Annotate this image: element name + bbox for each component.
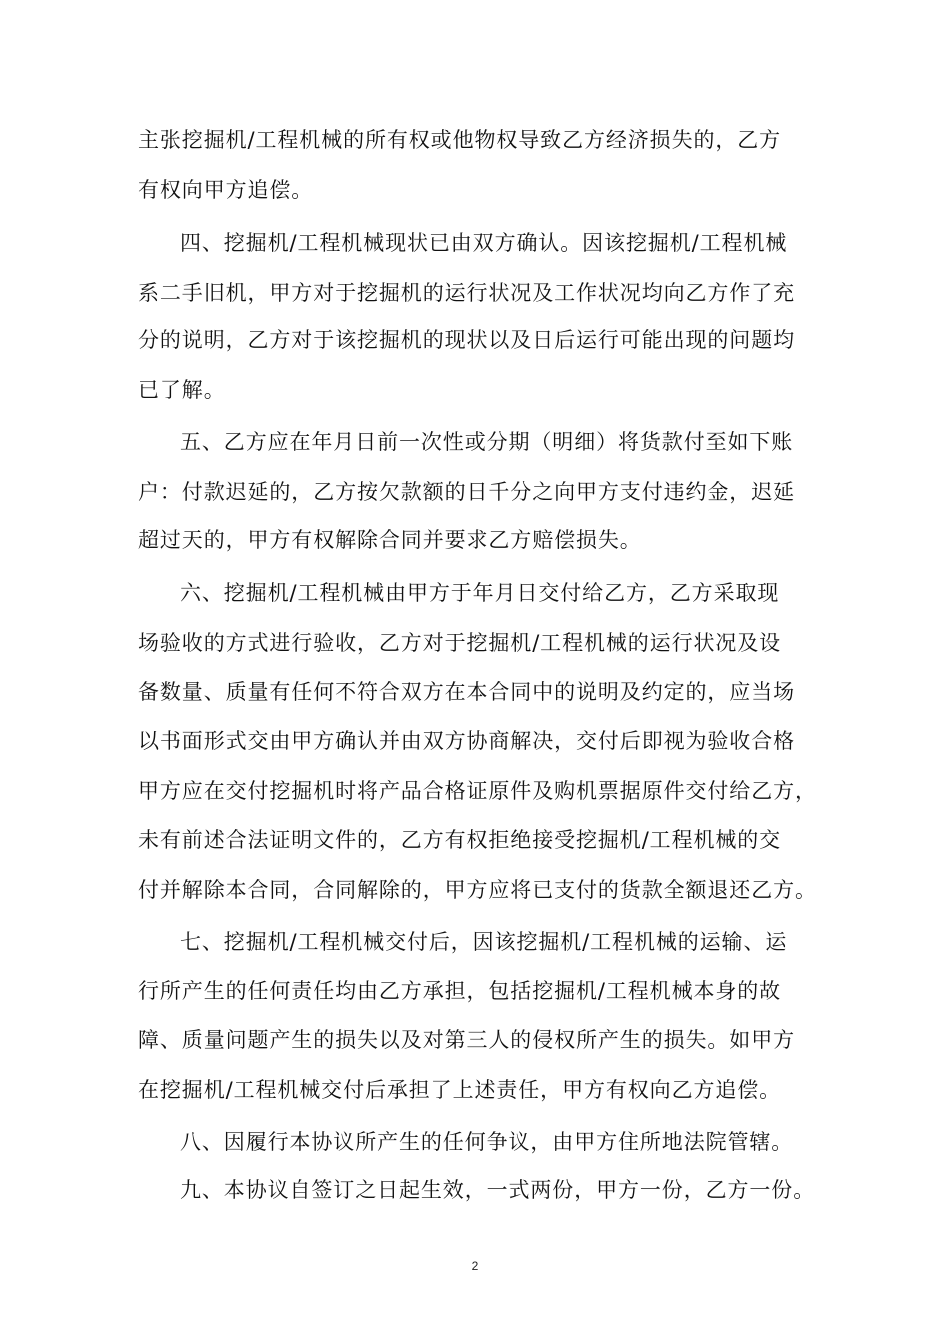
paragraph-line: 付并解除本合同，合同解除的，甲方应将已支付的货款全额退还乙方。 [138, 878, 817, 902]
paragraph-line: 备数量、质量有任何不符合双方在本合同中的说明及约定的，应当场 [138, 680, 795, 704]
paragraph-line: 未有前述合法证明文件的，乙方有权拒绝接受挖掘机/工程机械的交 [138, 828, 782, 852]
paragraph-line: 超过天的，甲方有权解除合同并要求乙方赔偿损失。 [138, 528, 642, 552]
paragraph-line: 分的说明，乙方对于该挖掘机的现状以及日后运行可能出现的问题均 [138, 328, 795, 352]
paragraph-line: 五、乙方应在年月日前一次性或分期（明细）将货款付至如下账 [180, 430, 794, 454]
paragraph-line: 甲方应在交付挖掘机时将产品合格证原件及购机票据原件交付给乙方， [138, 779, 817, 803]
paragraph-line: 八、因履行本协议所产生的任何争议，由甲方住所地法院管辖。 [180, 1130, 794, 1154]
paragraph-line: 以书面形式交由甲方确认并由双方协商解决，交付后即视为验收合格 [138, 729, 795, 753]
paragraph-line: 场验收的方式进行验收，乙方对于挖掘机/工程机械的运行状况及设 [138, 631, 782, 655]
paragraph-line: 已了解。 [138, 378, 226, 402]
paragraph-line: 六、挖掘机/工程机械由甲方于年月日交付给乙方，乙方采取现 [180, 581, 780, 605]
paragraph-line: 七、挖掘机/工程机械交付后，因该挖掘机/工程机械的运输、运 [180, 930, 788, 954]
page-number: 2 [471, 1259, 479, 1273]
paragraph-line: 九、本协议自签订之日起生效，一式两份，甲方一份，乙方一份。 [180, 1178, 816, 1202]
paragraph-line: 户：付款迟延的，乙方按欠款额的日千分之向甲方支付违约金，迟延 [138, 480, 795, 504]
paragraph-line: 系二手旧机，甲方对于挖掘机的运行状况及工作状况均向乙方作了充 [138, 281, 795, 305]
paragraph-line: 有权向甲方追偿。 [138, 178, 314, 202]
paragraph-line: 四、挖掘机/工程机械现状已由双方确认。因该挖掘机/工程机械 [180, 231, 788, 255]
paragraph-line: 行所产生的任何责任均由乙方承担，包括挖掘机/工程机械本身的故 [138, 979, 782, 1003]
paragraph-line: 障、质量问题产生的损失以及对第三人的侵权所产生的损失。如甲方 [138, 1028, 795, 1052]
paragraph-line: 主张挖掘机/工程机械的所有权或他物权导致乙方经济损失的，乙方 [138, 128, 782, 152]
paragraph-line: 在挖掘机/工程机械交付后承担了上述责任，甲方有权向乙方追偿。 [138, 1078, 782, 1102]
